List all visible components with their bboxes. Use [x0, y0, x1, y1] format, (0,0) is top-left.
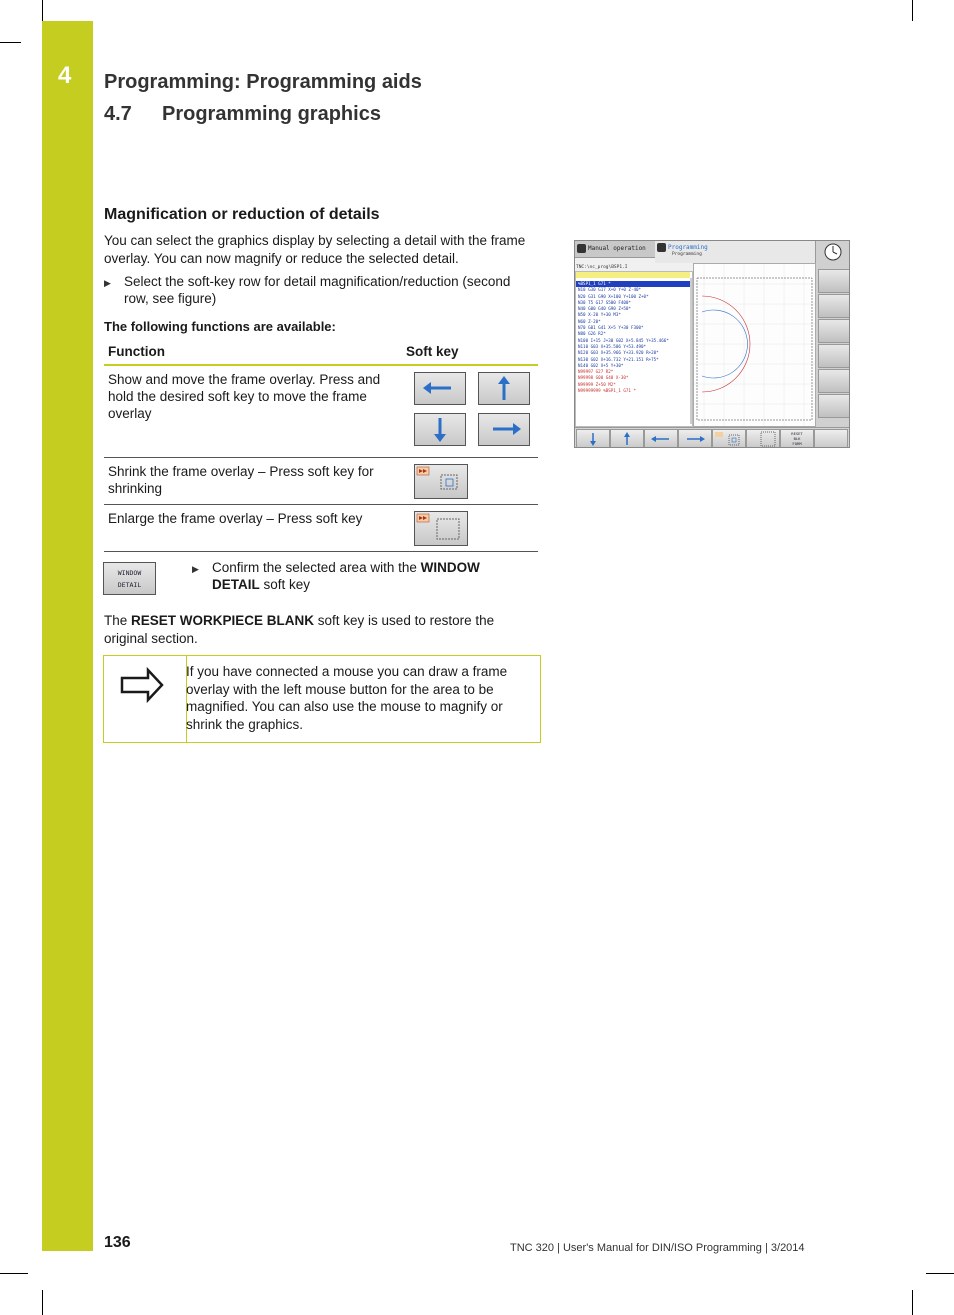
code-line[interactable]: N60 Z-20*	[578, 318, 601, 324]
confirm-keyname: WINDOW DETAIL	[212, 560, 480, 592]
shrink-softkey-mini[interactable]	[712, 429, 746, 448]
vertical-softkey[interactable]	[818, 394, 850, 418]
section-name: Programming graphics	[162, 103, 381, 125]
column-header-softkey: Soft key	[402, 338, 538, 365]
crop-mark	[42, 0, 43, 21]
vertical-softkey[interactable]	[818, 319, 850, 343]
manual-mode-icon	[577, 244, 586, 253]
arrow-up-icon	[479, 373, 529, 404]
softkey-label-line: DETAIL	[117, 581, 142, 589]
reset-softkey-label	[781, 430, 813, 446]
shrink-frame-icon	[415, 465, 467, 498]
listing-scrollbar[interactable]	[690, 278, 692, 424]
bullet-triangle-icon: ▶	[192, 564, 199, 574]
clock-icon	[822, 243, 844, 261]
mode-tab-programming[interactable]	[655, 241, 815, 263]
crop-mark	[912, 1290, 913, 1315]
programming-mode-icon	[657, 243, 666, 252]
move-up-softkey-mini[interactable]	[610, 429, 644, 448]
vertical-softkey[interactable]	[818, 294, 850, 318]
softkey-cell	[402, 365, 538, 457]
functions-heading: The following functions are available:	[104, 319, 336, 334]
arrow-down-icon	[577, 430, 609, 448]
table-row	[104, 457, 538, 504]
arrow-left-icon	[645, 430, 677, 448]
chapter-tab	[42, 21, 93, 1251]
horizontal-softkey-bar	[575, 427, 849, 448]
move-left-softkey-mini[interactable]	[644, 429, 678, 448]
code-line[interactable]: N99997 G27 R2*	[578, 369, 614, 375]
reset-keyname: RESET WORKPIECE BLANK	[131, 613, 315, 628]
section-number: 4.7	[104, 103, 132, 125]
intro-paragraph: You can select the graphics display by selecting a detail with the frame overlay. You can now magnify or reduce the selected detail.	[104, 233, 526, 266]
code-line[interactable]: N120 G03 X+35.966 Y+33.920 R+20*	[578, 350, 659, 356]
bullet-triangle-icon: ▶	[104, 278, 111, 288]
vertical-softkey[interactable]	[818, 369, 850, 393]
vertical-softkey[interactable]	[818, 344, 850, 368]
enlarge-frame-icon	[415, 512, 467, 545]
confirm-text	[212, 559, 522, 593]
shrink-frame-icon	[713, 430, 745, 448]
table-row	[104, 365, 538, 457]
confirm-prefix: Confirm the selected area with the	[212, 560, 421, 575]
code-line[interactable]: N140 G02 X+5 Y+30*	[578, 362, 624, 368]
code-line[interactable]: N110 G03 X+35.506 Y+53.490*	[578, 343, 647, 349]
reset-paragraph	[104, 612, 540, 648]
shrink-frame-softkey[interactable]	[414, 464, 468, 499]
reset-prefix: The	[104, 613, 132, 628]
code-line[interactable]: N50 X-20 Y+30 M3*	[578, 312, 621, 318]
tnc-screenshot	[574, 240, 850, 448]
move-up-softkey[interactable]	[478, 372, 530, 405]
mode-tab-manual[interactable]	[575, 241, 655, 258]
code-line[interactable]: N80 G26 R2*	[578, 331, 606, 337]
arrow-up-icon	[611, 430, 643, 448]
step-select-row	[104, 273, 524, 307]
code-lines	[578, 281, 669, 394]
mode2-label: Programming	[668, 244, 708, 251]
code-line[interactable]: %BSP1_1 G71 *	[578, 281, 611, 286]
move-down-softkey[interactable]	[414, 413, 466, 446]
softkey-cell	[402, 457, 538, 504]
code-line[interactable]: N30 T5 G17 S500 F400*	[578, 299, 631, 305]
confirm-suffix: soft key	[259, 577, 311, 592]
chapter-number: 4	[58, 62, 72, 89]
empty-softkey[interactable]	[814, 429, 848, 448]
note-icon-column	[104, 656, 187, 742]
crop-mark	[912, 0, 913, 21]
crop-mark	[0, 1273, 28, 1274]
crop-mark	[926, 1273, 954, 1274]
softkey-label-line: RESET	[791, 431, 803, 436]
step-text: Select the soft-key row for detail magnification/reduction (second row, see figure)	[124, 274, 511, 306]
section-title	[104, 103, 381, 126]
softkey-label-line: WINDOW	[117, 569, 142, 577]
subsection-heading: Magnification or reduction of details	[104, 206, 380, 223]
step-confirm	[192, 559, 522, 593]
page-number: 136	[104, 1234, 131, 1251]
move-left-softkey[interactable]	[414, 372, 466, 405]
arrow-right-icon	[679, 430, 711, 448]
move-down-softkey-mini[interactable]	[576, 429, 610, 448]
code-line[interactable]: N10 G30 G17 X+0 Y+0 Z-40*	[578, 287, 642, 293]
reset-suffix: soft key is used to restore the original section.	[104, 613, 495, 646]
listing-top-bar	[576, 272, 690, 278]
program-listing	[575, 271, 693, 427]
table-row	[104, 504, 538, 551]
vertical-softkey[interactable]	[818, 269, 850, 293]
function-cell: Show and move the frame overlay. Press and hold the desired soft key to move the frame overlay	[104, 365, 402, 457]
enlarge-softkey-mini[interactable]	[746, 429, 780, 448]
code-line[interactable]: N70 G01 G41 X+5 Y+30 F300*	[578, 325, 644, 331]
chapter-title: Programming: Programming aids	[104, 71, 422, 93]
softkey-label-line: FORM	[792, 441, 802, 446]
function-cell: Shrink the frame overlay – Press soft key for shrinking	[104, 457, 402, 504]
graphics-window	[693, 263, 816, 427]
arrow-down-icon	[415, 414, 465, 445]
reset-blk-form-softkey[interactable]	[780, 429, 814, 448]
enlarge-frame-softkey[interactable]	[414, 511, 468, 546]
window-detail-softkey[interactable]	[103, 562, 156, 595]
enlarge-frame-icon	[747, 430, 779, 448]
softkey-cell	[402, 504, 538, 551]
mode2-sublabel: Programming	[672, 252, 702, 257]
arrow-left-icon	[415, 373, 465, 404]
move-right-softkey[interactable]	[478, 413, 530, 446]
code-line[interactable]: N20 G31 G90 X+100 Y+100 Z+0*	[578, 293, 649, 299]
document-info: TNC 320 | User's Manual for DIN/ISO Programming | 3/2014	[510, 1242, 805, 1254]
code-line[interactable]: N100 I+15 J+30 G02 X+5.845 Y+35.466*	[578, 337, 669, 343]
mode1-label: Manual operation	[588, 245, 646, 252]
code-line[interactable]: N99999999 %BSP1_1 G71 *	[578, 388, 636, 394]
function-cell: Enlarge the frame overlay – Press soft key	[104, 504, 402, 551]
code-line[interactable]: N130 G02 X+16.732 Y+21.151 R+75*	[578, 356, 659, 362]
note-text: If you have connected a mouse you can draw a frame overlay with the left mouse button for the area to be magnified. You can also use the mouse to magnify or shrink the graphics.	[186, 664, 508, 732]
functions-table	[104, 338, 538, 552]
code-line[interactable]: N99999 Z+50 M2*	[578, 381, 616, 387]
softkey-label-line: BLK	[793, 436, 801, 441]
crop-mark	[0, 42, 21, 43]
code-line[interactable]: N99998 G00 G40 X-30*	[578, 375, 629, 381]
contour-graphic	[694, 264, 815, 426]
arrow-hint-icon	[104, 656, 186, 742]
code-line[interactable]: N40 G00 G40 G90 Z+50*	[578, 306, 631, 312]
vertical-softkey-bar	[815, 241, 850, 447]
column-header-function: Function	[104, 338, 402, 365]
program-path: TNC:\nc_prog\BSP1.I	[576, 265, 628, 270]
move-right-softkey-mini[interactable]	[678, 429, 712, 448]
crop-mark	[42, 1290, 43, 1315]
arrow-right-icon	[479, 414, 529, 445]
